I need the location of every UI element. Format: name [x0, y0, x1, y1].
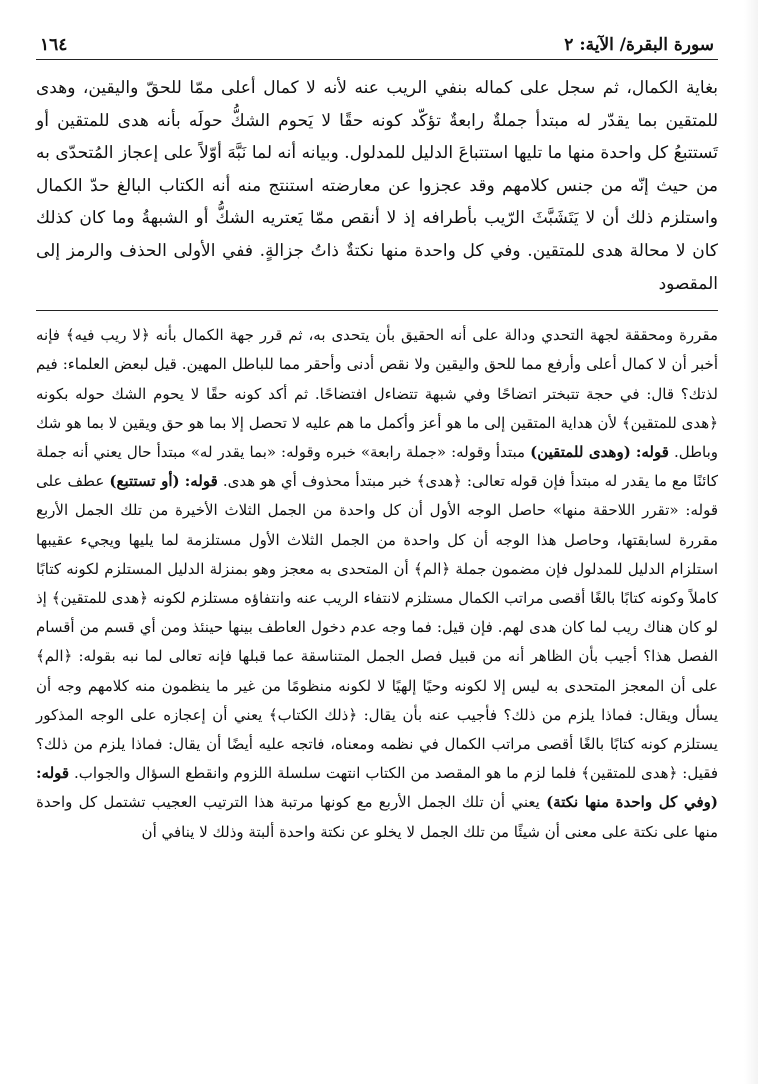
gloss-label-3: قوله: — [36, 764, 70, 783]
footnote-separator — [36, 310, 718, 311]
gloss-text-3: عطف على قوله: «تقرر اللاحقة منها» حاصل الوجه الأول أن كل واحدة من الجمل الثلاث الأخيرة من تلك الجمل الأربع مقررة لسابقتها، وحاصل هذا الوجه أن كل واحدة من الجمل الثلاث الأول مستلزمة لما يليها ويجيء عقيبها استلزام الدليل للمدلول فإن مضمون جملة ﴿الم﴾ أن المتحدى به معجز وهو بمنزلة الدليل المستلزم لكونه كتابًا كاملاً وكونه كتابًا بالغًا أقصى مراتب الكمال مستلزم لانتفاء الريب عنه وانتفاؤه مستلزم لكونه ﴿هدى للمتقين﴾ إذ لو كان هناك ريب لما كان هدى لهم. فإن قيل: فما وجه عدم دخول العاطف بينها حينئذ ومن أي قسم من أقسام الفصل هذا؟ أجيب بأن الظاهر أنه من قبيل فصل الجمل المتناسقة عما قبلها فإنه تعالى لما نبه بقوله: ﴿الم﴾ على أن المعجز المتحدى به ليس إلا لكونه وحيًا إلهيًا لا لكونه منظومًا من غير ما ينظمون منه كلامهم وجه أن يسأل ويقال: فماذا يلزم من ذلك؟ فأجيب عنه بأن يقال: ﴿ذلك الكتاب﴾ يعني أن إعجازه على الوجه المذكور يستلزم كونه كتابًا بالغًا أقصى مراتب الكمال في نظمه ومعناه، فاتجه عليه أيضًا أن يقال: فماذا يلزم من ذلك؟ فقيل: ﴿هدى للمتقين﴾ فلما لزم ما هو المقصد من الكتاب انتهت سلسلة اللزوم وانقطع السؤال والجواب. — [36, 472, 718, 783]
gloss-quote-3: (وفي كل واحدة منها نكتة) — [546, 793, 718, 812]
gloss-paragraph — [36, 321, 718, 847]
gloss-label-2: قوله: — [184, 472, 218, 491]
surah-verse-title: سورة البقرة/ الآية: ٢ — [564, 35, 714, 55]
page-header — [36, 26, 718, 60]
gloss-quote-2: (أو تستتبع) — [109, 472, 180, 491]
gloss-text-2: مبتدأ وقوله: «جملة رابعة» خبره وقوله: «بما يقدر له» مبتدأ حال يعني أنه جملة كائنًا مع ما يقدر له مبتدأ فإن قوله تعالى: ﴿هدى﴾ خبر مبتدأ محذوف أي هو هدى. — [36, 442, 719, 491]
page-number: ١٦٤ — [40, 35, 68, 55]
gloss-quote-1: (وهدى للمتقين) — [530, 442, 631, 461]
gloss-notes — [36, 321, 718, 847]
main-commentary — [36, 72, 718, 300]
page-edge-shadow — [744, 0, 758, 1084]
gloss-label-1: قوله: — [635, 442, 669, 461]
gloss-text-4: يعني أن تلك الجمل الأربع مع كونها مرتبة هذا الترتيب العجيب تشتمل كل واحدة منها على نكتة على معنى أن شيئًا من تلك الجمل لا يخلو عن نكتة واحدة ألبتة وذلك لا ينافي أن — [36, 793, 718, 841]
main-commentary-text: بغاية الكمال، ثم سجل على كماله بنفي الريب عنه لأنه لا كمال أعلى ممّا للحقّ واليقين، وهدى للمتقين بما يقدّر له مبتدأ جملةٌ رابعةٌ تؤكّد كونه حقًا لا يَحوم الشكُّ حولَه بأنه هدى للمتقين أو تَستتبعُ كل واحدة منها ما تليها استتباعَ الدليل للمدلول. وبيانه أنه لما نَبَّهَ أوّلاً على إعجاز المُتحدّى به من حيث إنّه من جنس كلامهم وقد عجزوا عن معارضته استنتج منه أنه الكتاب البالغ حدّ الكمال واستلزم ذلك أن لا يَتَشَبَّثَ الرّيب بأطرافه إذ لا أنقص ممّا يَعتريه الشكُّ أو الشبهةُ وما كان كذلك كان لا محالة هدى للمتقين. وفي كل واحدة منها نكتةٌ ذاتُ جزالةٍ. ففي الأولى الحذف والرمز إلى المقصود — [36, 78, 718, 294]
book-page — [36, 26, 718, 1066]
gloss-text-1: مقررة ومحققة لجهة التحدي ودالة على أنه الحقيق بأن يتحدى به، ثم قرر جهة الكمال بأنه ﴿لا ريب فيه﴾ فإنه أخبر أن لا كمال أعلى وأرفع مما للحق واليقين ولا نقص أدنى وأحقر مما للباطل المهين. قيل لبعض العلماء: فيم لذتك؟ قال: في حجة تتبختر اتضاحًا وفي شبهة تتضاءل افتضاحًا. ثم أكد كونه حقًا لا يحوم الشك حوله بكونه ﴿هدى للمتقين﴾ لأن هداية المتقين إلى ما هو أعز وأكمل ما هم عليه لا تحصل إلا بما هو حق ويقين لا بما هو شك وباطل. — [36, 326, 718, 461]
